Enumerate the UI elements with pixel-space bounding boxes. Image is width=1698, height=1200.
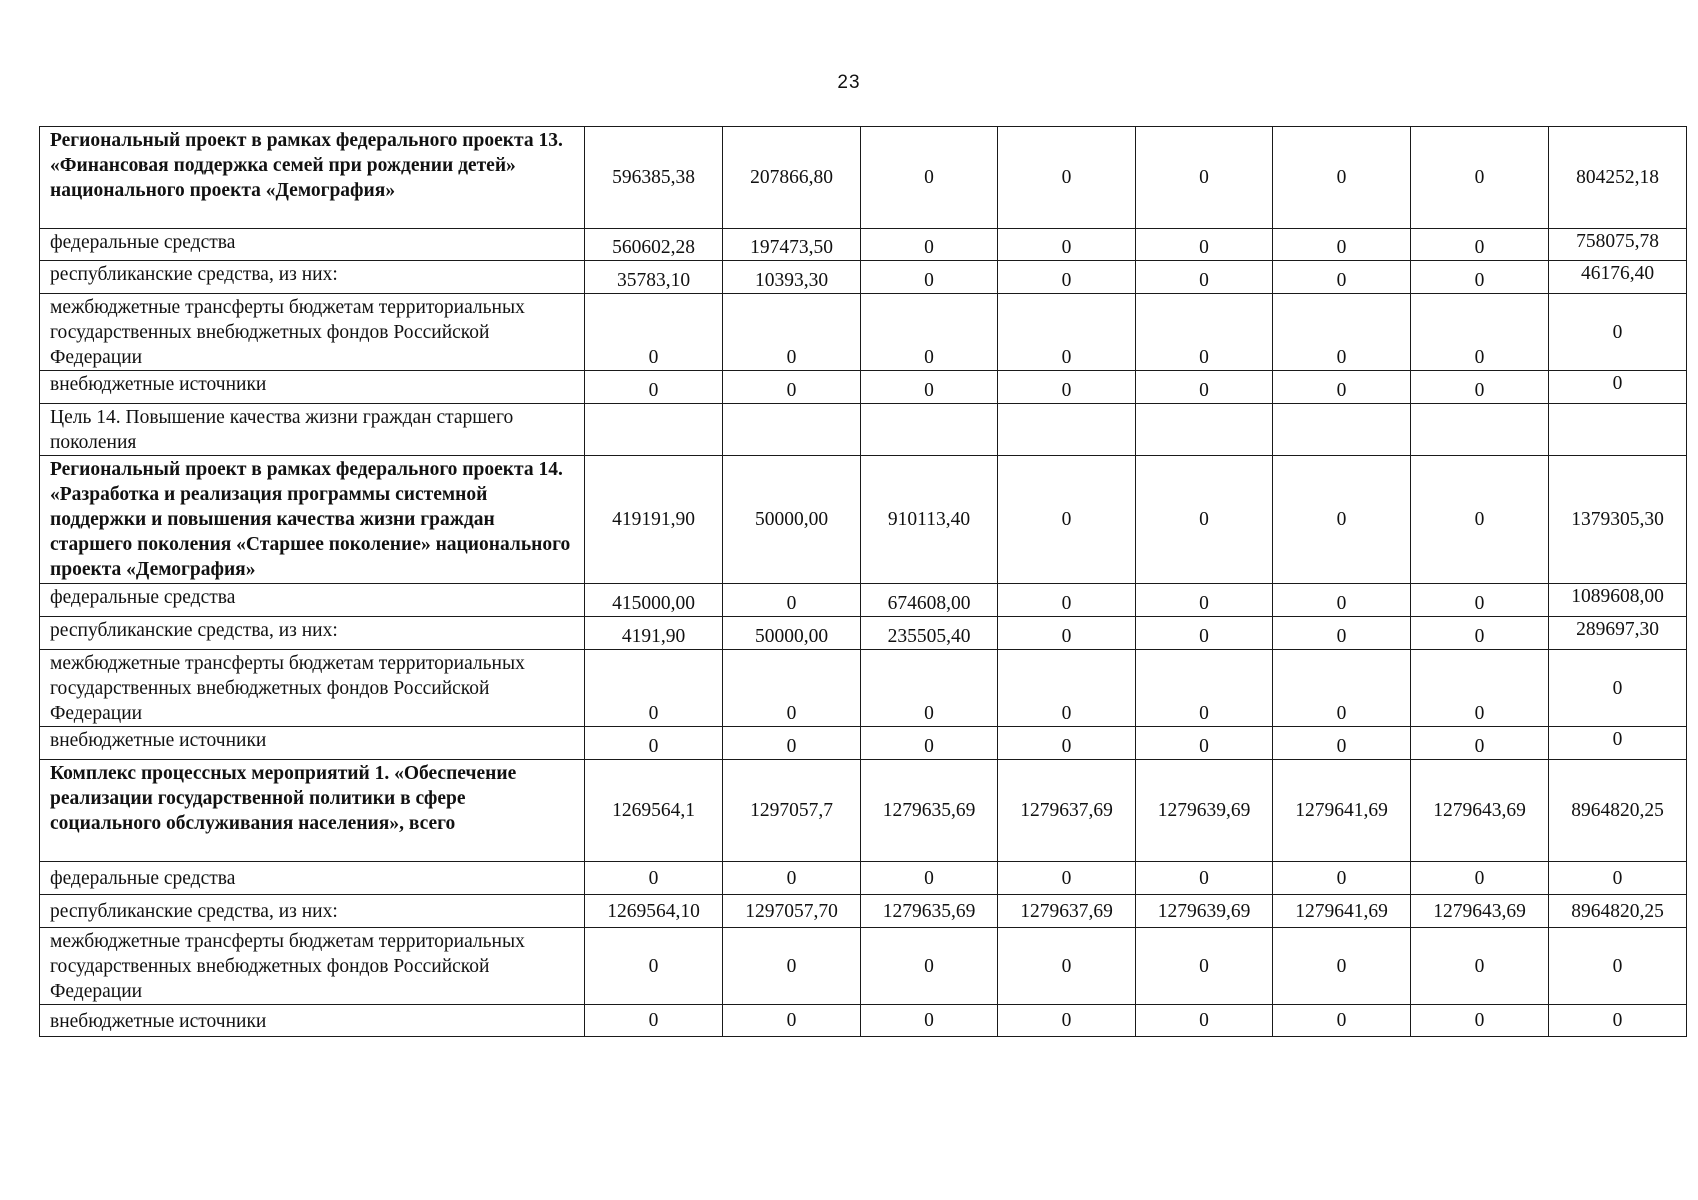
value-cell: 0: [861, 928, 998, 1005]
value-cell: 0: [1136, 650, 1273, 727]
value-cell: 1269564,10: [585, 895, 723, 928]
value-cell: 0: [1136, 727, 1273, 760]
total-cell: 8964820,25: [1549, 760, 1687, 862]
value-cell: [1136, 404, 1273, 456]
project-row: [40, 127, 1687, 229]
value-cell: 0: [861, 1005, 998, 1037]
value-cell: 1279637,69: [998, 760, 1136, 862]
value-cell: 4191,90: [585, 617, 723, 650]
value-cell: 50000,00: [723, 456, 861, 584]
value-cell: 0: [861, 650, 998, 727]
value-cell: 235505,40: [861, 617, 998, 650]
row-label: Комплекс процессных мероприятий 1. «Обеспечение реализации государственной политики в сфере социального обслуживания населения», всего: [40, 760, 585, 862]
value-cell: [585, 404, 723, 456]
value-cell: 0: [1411, 928, 1549, 1005]
total-cell: 0: [1549, 928, 1687, 1005]
value-cell: 0: [998, 584, 1136, 617]
value-cell: 0: [585, 294, 723, 371]
value-cell: 0: [723, 727, 861, 760]
value-cell: 0: [998, 229, 1136, 261]
value-cell: 0: [723, 371, 861, 404]
value-cell: 674608,00: [861, 584, 998, 617]
value-cell: 0: [723, 1005, 861, 1037]
value-cell: 596385,38: [585, 127, 723, 229]
row-label: Цель 14. Повышение качества жизни граждан старшего поколения: [40, 404, 585, 456]
value-cell: 0: [1411, 371, 1549, 404]
value-cell: 415000,00: [585, 584, 723, 617]
value-cell: 0: [1136, 1005, 1273, 1037]
value-cell: 0: [861, 862, 998, 895]
total-cell: 0: [1549, 294, 1687, 371]
total-cell: 46176,40: [1549, 261, 1687, 294]
budget-table: [39, 126, 1687, 1037]
value-cell: 0: [1273, 456, 1411, 584]
value-cell: 0: [1273, 294, 1411, 371]
row-label: федеральные средства: [40, 862, 585, 895]
funding-row: [40, 584, 1687, 617]
row-label: Региональный проект в рамках федерального проекта 14. «Разработка и реализация программы системной поддержки и повышения качества жизни граждан старшего поколения «Старшее поколение» национального проекта «Демография»: [40, 456, 585, 584]
value-cell: 0: [1411, 727, 1549, 760]
value-cell: 0: [861, 261, 998, 294]
row-label: республиканские средства, из них:: [40, 895, 585, 928]
value-cell: 0: [998, 928, 1136, 1005]
value-cell: 0: [861, 294, 998, 371]
total-cell: 758075,78: [1549, 229, 1687, 261]
value-cell: 0: [585, 1005, 723, 1037]
value-cell: 197473,50: [723, 229, 861, 261]
value-cell: [861, 404, 998, 456]
transfer-row: [40, 294, 1687, 371]
value-cell: 0: [1136, 229, 1273, 261]
value-cell: 0: [1273, 617, 1411, 650]
row-label: внебюджетные источники: [40, 1005, 585, 1037]
value-cell: 0: [998, 127, 1136, 229]
funding-row: [40, 895, 1687, 928]
value-cell: 0: [1273, 727, 1411, 760]
total-cell: [1549, 404, 1687, 456]
value-cell: 0: [1411, 617, 1549, 650]
value-cell: 50000,00: [723, 617, 861, 650]
value-cell: 0: [723, 584, 861, 617]
project-row: [40, 456, 1687, 584]
value-cell: 1279635,69: [861, 760, 998, 862]
value-cell: 0: [1411, 862, 1549, 895]
value-cell: 0: [1136, 456, 1273, 584]
value-cell: 0: [1273, 928, 1411, 1005]
value-cell: 0: [1136, 617, 1273, 650]
row-label: республиканские средства, из них:: [40, 261, 585, 294]
value-cell: 0: [861, 371, 998, 404]
value-cell: 560602,28: [585, 229, 723, 261]
value-cell: 35783,10: [585, 261, 723, 294]
total-cell: 1379305,30: [1549, 456, 1687, 584]
total-cell: 0: [1549, 862, 1687, 895]
funding-row: [40, 862, 1687, 895]
value-cell: 1279641,69: [1273, 895, 1411, 928]
value-cell: 0: [998, 294, 1136, 371]
total-cell: 289697,30: [1549, 617, 1687, 650]
funding-row: [40, 371, 1687, 404]
value-cell: 0: [1411, 127, 1549, 229]
row-label: Региональный проект в рамках федерального проекта 13. «Финансовая поддержка семей при рождении детей» национального проекта «Демография»: [40, 127, 585, 229]
transfer-row: [40, 650, 1687, 727]
value-cell: 0: [585, 727, 723, 760]
value-cell: 0: [585, 650, 723, 727]
value-cell: 910113,40: [861, 456, 998, 584]
value-cell: 0: [1273, 650, 1411, 727]
row-label: межбюджетные трансферты бюджетам территориальных государственных внебюджетных фондов Российской Федерации: [40, 294, 585, 371]
value-cell: 0: [861, 727, 998, 760]
row-label: межбюджетные трансферты бюджетам территориальных государственных внебюджетных фондов Российской Федерации: [40, 928, 585, 1005]
project-row: [40, 760, 1687, 862]
funding-row: [40, 229, 1687, 261]
value-cell: 0: [1136, 261, 1273, 294]
value-cell: 0: [998, 862, 1136, 895]
value-cell: 0: [1411, 456, 1549, 584]
value-cell: 0: [723, 928, 861, 1005]
value-cell: 0: [585, 862, 723, 895]
value-cell: 0: [998, 456, 1136, 584]
row-label: федеральные средства: [40, 229, 585, 261]
value-cell: 0: [1136, 294, 1273, 371]
row-label: республиканские средства, из них:: [40, 617, 585, 650]
funding-row: [40, 261, 1687, 294]
value-cell: [723, 404, 861, 456]
value-cell: 0: [585, 371, 723, 404]
value-cell: 0: [723, 862, 861, 895]
value-cell: 0: [1273, 584, 1411, 617]
funding-row: [40, 727, 1687, 760]
value-cell: [998, 404, 1136, 456]
page-number: 23: [837, 72, 861, 93]
total-cell: 8964820,25: [1549, 895, 1687, 928]
value-cell: 0: [1411, 650, 1549, 727]
value-cell: 1297057,70: [723, 895, 861, 928]
value-cell: 1269564,1: [585, 760, 723, 862]
value-cell: 0: [998, 261, 1136, 294]
value-cell: 0: [1273, 862, 1411, 895]
value-cell: 0: [585, 928, 723, 1005]
value-cell: 0: [1136, 928, 1273, 1005]
value-cell: 419191,90: [585, 456, 723, 584]
value-cell: 0: [1411, 261, 1549, 294]
table-body: [40, 127, 1687, 1037]
value-cell: 207866,80: [723, 127, 861, 229]
value-cell: 1279643,69: [1411, 760, 1549, 862]
value-cell: 0: [1136, 862, 1273, 895]
value-cell: 0: [1411, 294, 1549, 371]
value-cell: 0: [1136, 584, 1273, 617]
value-cell: 0: [1411, 229, 1549, 261]
value-cell: 0: [723, 294, 861, 371]
value-cell: 0: [998, 727, 1136, 760]
total-cell: 0: [1549, 727, 1687, 760]
total-cell: 804252,18: [1549, 127, 1687, 229]
value-cell: 1279639,69: [1136, 760, 1273, 862]
value-cell: 1297057,7: [723, 760, 861, 862]
total-cell: 1089608,00: [1549, 584, 1687, 617]
total-cell: 0: [1549, 371, 1687, 404]
value-cell: 1279639,69: [1136, 895, 1273, 928]
value-cell: 0: [1136, 127, 1273, 229]
value-cell: 0: [861, 229, 998, 261]
funding-row: [40, 1005, 1687, 1037]
value-cell: 0: [1411, 1005, 1549, 1037]
value-cell: 10393,30: [723, 261, 861, 294]
row-label: внебюджетные источники: [40, 727, 585, 760]
value-cell: [1411, 404, 1549, 456]
value-cell: 0: [1136, 371, 1273, 404]
value-cell: 0: [998, 617, 1136, 650]
value-cell: 1279635,69: [861, 895, 998, 928]
value-cell: 0: [1273, 371, 1411, 404]
value-cell: 1279643,69: [1411, 895, 1549, 928]
funding-row: [40, 928, 1687, 1005]
value-cell: 0: [1273, 261, 1411, 294]
value-cell: 0: [998, 650, 1136, 727]
value-cell: 0: [1411, 584, 1549, 617]
value-cell: 0: [1273, 127, 1411, 229]
value-cell: 1279637,69: [998, 895, 1136, 928]
value-cell: 1279641,69: [1273, 760, 1411, 862]
row-label: межбюджетные трансферты бюджетам территориальных государственных внебюджетных фондов Российской Федерации: [40, 650, 585, 727]
total-cell: 0: [1549, 1005, 1687, 1037]
value-cell: [1273, 404, 1411, 456]
row-label: внебюджетные источники: [40, 371, 585, 404]
value-cell: 0: [861, 127, 998, 229]
goal-row: [40, 404, 1687, 456]
value-cell: 0: [1273, 1005, 1411, 1037]
value-cell: 0: [1273, 229, 1411, 261]
value-cell: 0: [723, 650, 861, 727]
total-cell: 0: [1549, 650, 1687, 727]
funding-row: [40, 617, 1687, 650]
row-label: федеральные средства: [40, 584, 585, 617]
value-cell: 0: [998, 1005, 1136, 1037]
value-cell: 0: [998, 371, 1136, 404]
